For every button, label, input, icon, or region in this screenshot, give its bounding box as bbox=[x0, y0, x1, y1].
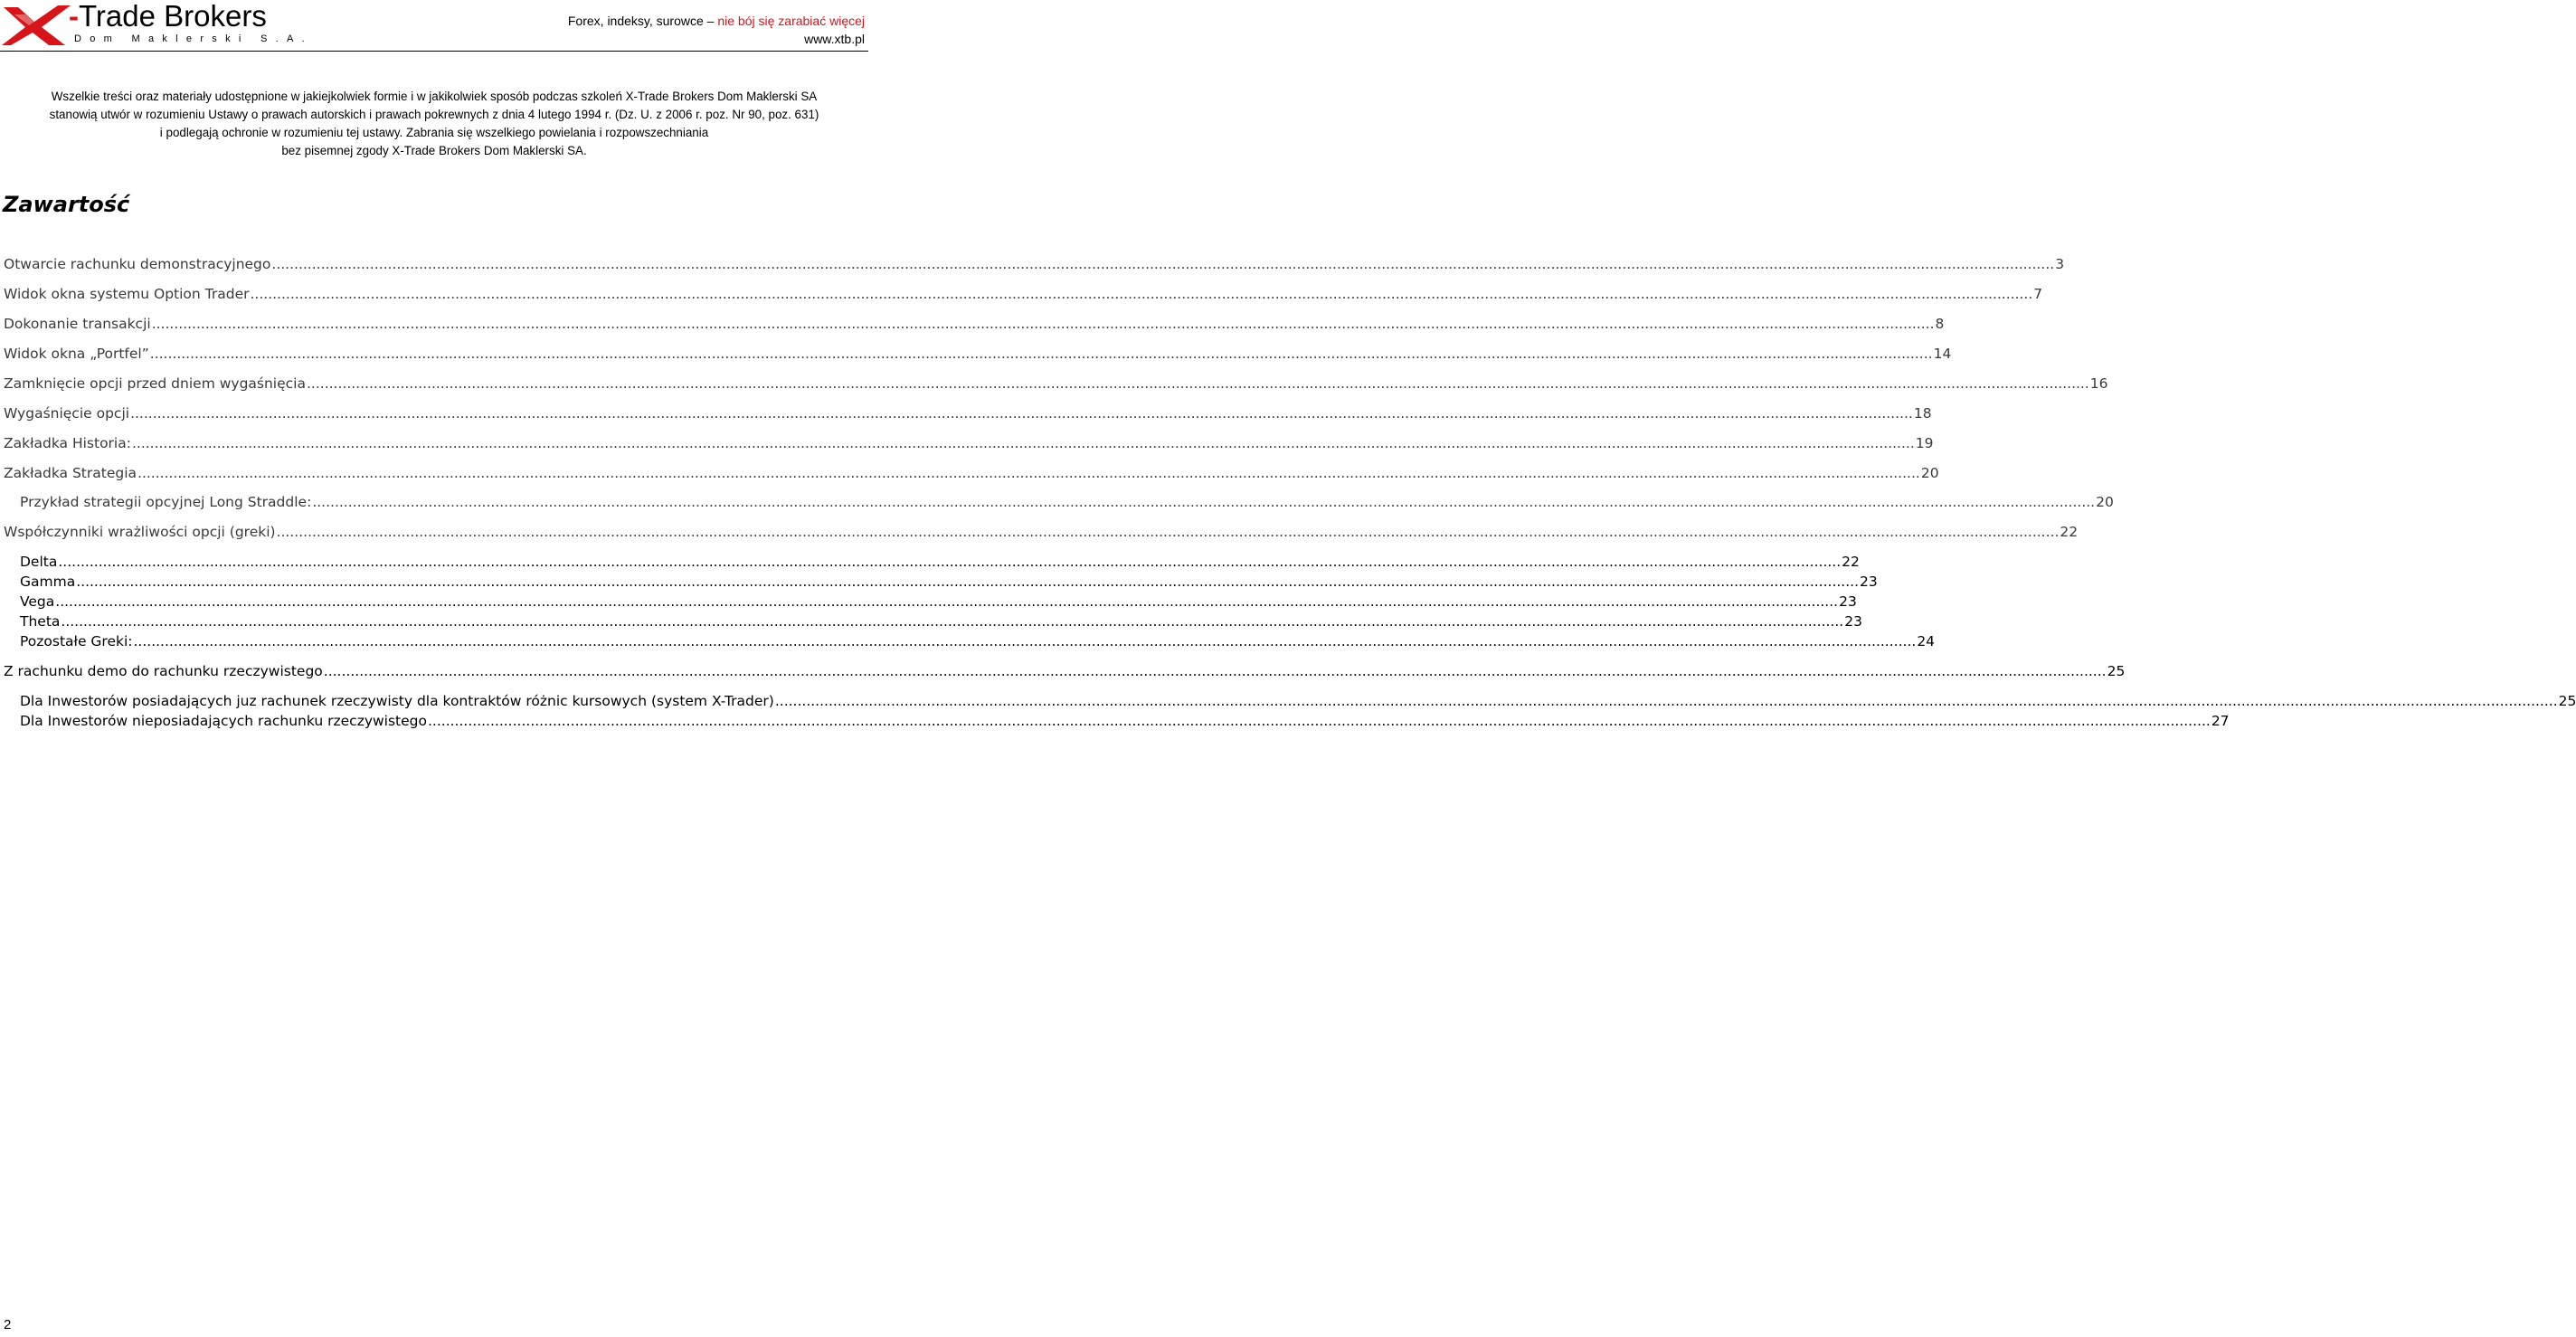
toc-subentry[interactable] bbox=[20, 574, 1878, 590]
toc-entry[interactable] bbox=[4, 435, 1934, 451]
tagline-highlight: nie bój się zarabiać więcej bbox=[717, 14, 865, 28]
notice-line: bez pisemnej zgody X-Trade Brokers Dom Maklerski SA. bbox=[281, 144, 587, 157]
tagline-main: Forex, indeksy, surowce – bbox=[567, 14, 715, 28]
toc-entry[interactable] bbox=[4, 375, 2108, 392]
toc-leader: ................................................................................................................................................................................................................................................................................................................................................................................................................ bbox=[55, 593, 1839, 610]
website-link[interactable]: www.xtb.pl bbox=[804, 32, 865, 46]
toc-entry-page: 23 bbox=[1860, 574, 1878, 590]
toc-subentry[interactable] bbox=[20, 494, 2114, 510]
toc-entry-page: 14 bbox=[1933, 346, 1952, 362]
toc-subentry[interactable] bbox=[20, 593, 1857, 610]
brand-logo bbox=[2, 0, 313, 47]
toc-leader: ................................................................................................................................................................................................................................................................................................................................................................................................................ bbox=[137, 465, 1920, 481]
header-divider bbox=[0, 51, 868, 52]
toc-title: Zawartość bbox=[3, 192, 130, 217]
toc-leader: ................................................................................................................................................................................................................................................................................................................................................................................................................ bbox=[151, 316, 1935, 332]
toc-leader: ................................................................................................................................................................................................................................................................................................................................................................................................................ bbox=[774, 693, 2558, 709]
x-logo-icon bbox=[2, 2, 74, 47]
toc-entry-label: Dokonanie transakcji bbox=[4, 316, 151, 332]
toc-entry[interactable] bbox=[4, 524, 2079, 540]
toc-entry-label: Z rachunku demo do rachunku rzeczywistego bbox=[4, 663, 323, 679]
toc-leader: ................................................................................................................................................................................................................................................................................................................................................................................................................ bbox=[149, 346, 1933, 362]
toc-subentry[interactable] bbox=[20, 693, 2576, 709]
toc-entry-label: Dla Inwestorów posiadających juz rachunek rzeczywisty dla kontraktów różnic kursowych (system X-Trader) bbox=[20, 693, 774, 709]
toc-entry[interactable] bbox=[4, 286, 2043, 302]
toc-entry-label: Zakładka Strategia bbox=[4, 465, 137, 481]
toc-entry-page: 20 bbox=[2096, 494, 2114, 510]
toc-leader: ................................................................................................................................................................................................................................................................................................................................................................................................................ bbox=[306, 375, 2089, 392]
toc-entry-label: Dla Inwestorów nieposiadających rachunku rzeczywistego bbox=[20, 713, 427, 729]
toc-entry-page: 23 bbox=[1844, 613, 1862, 630]
toc-entry-page: 23 bbox=[1839, 593, 1857, 610]
toc-entry-label: Otwarcie rachunku demonstracyjnego bbox=[4, 256, 271, 272]
toc-entry-label: Przykład strategii opcyjnej Long Straddle: bbox=[20, 494, 312, 510]
toc-entry-page: 27 bbox=[2211, 713, 2230, 729]
toc-entry-page: 16 bbox=[2089, 375, 2108, 392]
page-header bbox=[0, 0, 868, 54]
toc-leader: ................................................................................................................................................................................................................................................................................................................................................................................................................ bbox=[61, 613, 1844, 630]
brand-subtitle: Dom Maklerski S.A. bbox=[74, 33, 313, 44]
toc-entry-label: Vega bbox=[20, 593, 55, 610]
toc-entry[interactable] bbox=[4, 346, 1952, 362]
toc-entry-page: 24 bbox=[1917, 633, 1936, 650]
toc-subentry[interactable] bbox=[20, 633, 1936, 650]
notice-line: i podlegają ochronie w rozumieniu tej ustawy. Zabrania się wszelkiego powielania i rozpowszechniania bbox=[159, 126, 709, 139]
toc-entry-label: Pozostałe Greki: bbox=[20, 633, 133, 650]
toc-entry-page: 25 bbox=[2558, 693, 2576, 709]
toc-entry-label: Zakładka Historia: bbox=[4, 435, 131, 451]
toc-entry-page: 19 bbox=[1915, 435, 1934, 451]
brand-name: Trade Brokers bbox=[79, 0, 267, 33]
toc-leader: ................................................................................................................................................................................................................................................................................................................................................................................................................ bbox=[428, 713, 2211, 729]
toc-subentry[interactable] bbox=[20, 713, 2230, 729]
toc-entry-page: 25 bbox=[2107, 663, 2126, 679]
toc-leader: ................................................................................................................................................................................................................................................................................................................................................................................................................ bbox=[276, 524, 2060, 540]
toc-entry-label: Delta bbox=[20, 554, 58, 570]
toc-subentry[interactable] bbox=[20, 613, 1862, 630]
toc-entry-page: 7 bbox=[2033, 286, 2043, 302]
toc-leader: ................................................................................................................................................................................................................................................................................................................................................................................................................ bbox=[130, 405, 1913, 422]
toc-entry[interactable] bbox=[4, 256, 2065, 272]
toc-leader: ................................................................................................................................................................................................................................................................................................................................................................................................................ bbox=[312, 494, 2096, 510]
toc-subentry[interactable] bbox=[20, 554, 1860, 570]
toc-entry-label: Theta bbox=[20, 613, 61, 630]
toc-entry-page: 20 bbox=[1920, 465, 1939, 481]
toc-entry-page: 3 bbox=[2055, 256, 2065, 272]
toc-entry-label: Widok okna „Portfel” bbox=[4, 346, 149, 362]
toc-entry-page: 8 bbox=[1935, 316, 1945, 332]
toc-entry-label: Wygaśnięcie opcji bbox=[4, 405, 130, 422]
copyright-notice bbox=[0, 88, 868, 160]
toc-leader: ................................................................................................................................................................................................................................................................................................................................................................................................................ bbox=[76, 574, 1860, 590]
toc-leader: ................................................................................................................................................................................................................................................................................................................................................................................................................ bbox=[58, 554, 1842, 570]
notice-line: stanowią utwór w rozumieniu Ustawy o prawach autorskich i prawach pokrewnych z dnia 4 lutego 1994 r. (Dz. U. z 2006 r. poz. Nr 90, poz. 631) bbox=[49, 108, 819, 121]
toc-leader: ................................................................................................................................................................................................................................................................................................................................................................................................................ bbox=[133, 633, 1917, 650]
toc-leader: ................................................................................................................................................................................................................................................................................................................................................................................................................ bbox=[271, 256, 2055, 272]
toc-entry[interactable] bbox=[4, 316, 1945, 332]
page-number: 2 bbox=[4, 1317, 12, 1332]
toc-leader: ................................................................................................................................................................................................................................................................................................................................................................................................................ bbox=[250, 286, 2033, 302]
toc-leader: ................................................................................................................................................................................................................................................................................................................................................................................................................ bbox=[323, 663, 2107, 679]
toc-entry[interactable] bbox=[4, 663, 2126, 679]
toc-entry-page: 22 bbox=[1842, 554, 1860, 570]
header-tagline bbox=[568, 14, 865, 28]
toc-leader: ................................................................................................................................................................................................................................................................................................................................................................................................................ bbox=[131, 435, 1915, 451]
toc-entry[interactable] bbox=[4, 465, 1939, 481]
toc-entry-label: Współczynniki wrażliwości opcji (greki) bbox=[4, 524, 276, 540]
toc-entry-label: Zamknięcie opcji przed dniem wygaśnięcia bbox=[4, 375, 306, 392]
notice-line: Wszelkie treści oraz materiały udostępnione w jakiejkolwiek formie i w jakikolwiek sposób podczas szkoleń X-Trade Brokers Dom Maklerski SA bbox=[51, 90, 818, 103]
toc-entry-page: 18 bbox=[1913, 405, 1932, 422]
brand-title bbox=[69, 0, 267, 33]
toc-entry-label: Widok okna systemu Option Trader bbox=[4, 286, 250, 302]
brand-dash: - bbox=[69, 0, 79, 33]
toc-entry[interactable] bbox=[4, 405, 1932, 422]
toc-entry-page: 22 bbox=[2060, 524, 2079, 540]
toc-entry-label: Gamma bbox=[20, 574, 76, 590]
